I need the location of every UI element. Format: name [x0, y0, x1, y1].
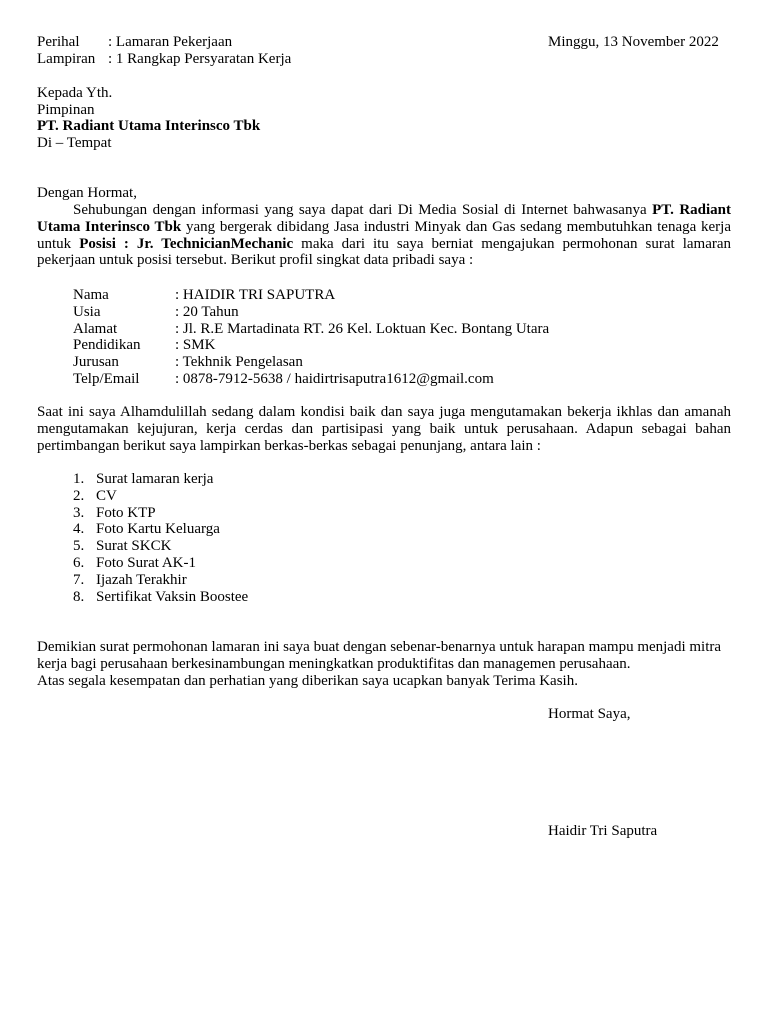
recipient-place: Di – Tempat: [37, 135, 112, 151]
list-item: [73, 589, 248, 606]
profile-key: Pendidikan: [73, 337, 141, 354]
list-number: 7.: [73, 571, 85, 588]
profile-value: : Jl. R.E Martadinata RT. 26 Kel. Loktuan Kec. Bontang Utara: [175, 320, 550, 337]
list-number: 2.: [73, 487, 85, 504]
list-number: 4.: [73, 521, 85, 538]
intro-company-start: PT. Radiant: [652, 202, 731, 218]
list-text: Surat lamaran kerja: [96, 471, 214, 487]
profile-row: [73, 287, 549, 304]
intro-company-end: Utama Interinsco Tbk: [37, 218, 182, 235]
profile-row: [73, 371, 549, 388]
profile-row: [73, 354, 549, 371]
profile-key: Alamat: [73, 320, 118, 337]
closing-line-3: Atas segala kesempatan dan perhatian yang diberikan saya ucapkan banyak Terima Kasih.: [37, 672, 578, 689]
profile-row: [73, 337, 549, 354]
recipient-company: PT. Radiant Utama Interinsco Tbk: [37, 118, 261, 134]
profile-key: Nama: [73, 287, 109, 303]
list-item: [73, 488, 248, 505]
profile-value: : 0878-7912-5638 / haidirtrisaputra1612@gmail.com: [175, 370, 494, 387]
list-number: 5.: [73, 538, 85, 555]
list-item: [73, 521, 248, 538]
list-number: 6.: [73, 554, 85, 571]
profile-value: : SMK: [175, 337, 216, 354]
intro-position: Posisi : Jr. TechnicianMechanic: [79, 235, 294, 252]
intro-text: maka dari itu saya berniat mengajukan permohonan surat lamaran: [293, 235, 732, 252]
perihal-label: Perihal: [37, 34, 80, 50]
intro-text: Sehubungan dengan informasi yang saya dapat dari Di Media Sosial di Internet bahwasanya: [73, 202, 653, 218]
list-item: [73, 572, 248, 589]
profile-key: Jurusan: [73, 354, 119, 371]
list-text: Foto Kartu Keluarga: [96, 521, 220, 538]
intro-text: untuk: [37, 235, 80, 252]
list-number: 1.: [73, 471, 85, 487]
profile-value: : 20 Tahun: [175, 303, 239, 320]
profile-value: : HAIDIR TRI SAPUTRA: [175, 287, 336, 303]
attachment-list: [73, 471, 248, 605]
recipient-title: Pimpinan: [37, 102, 95, 118]
condition-paragraph: [37, 404, 731, 454]
list-item: [73, 471, 248, 488]
list-text: Surat SKCK: [96, 538, 172, 555]
recipient-greeting: Kepada Yth.: [37, 85, 113, 101]
signature-name: Haidir Tri Saputra: [548, 823, 658, 839]
lampiran-row: [37, 51, 291, 68]
intro-line-4: pekerjaan untuk posisi tersebut. Berikut profil singkat data pribadi saya :: [37, 252, 474, 269]
profile-table: [73, 287, 549, 388]
intro-paragraph: [37, 202, 731, 269]
profile-key: Telp/Email: [73, 370, 140, 387]
profile-key: Usia: [73, 303, 101, 320]
letter-date: Minggu, 13 November 2022: [548, 34, 719, 50]
condition-line-3: pertimbangan berikut saya lampirkan berkas-berkas sebagai penunjang, antara lain :: [37, 437, 541, 454]
list-item: [73, 538, 248, 555]
closing-line-1: Demikian surat permohonan lamaran ini saya buat dengan sebenar-benarnya untuk harapan mampu menjadi mitra: [37, 639, 722, 655]
condition-line-2: mengutamakan kejujuran, kerja cerdas dan partisipasi yang baik untuk perusahaan. Adapun sebagai bahan: [37, 420, 731, 437]
list-text: Ijazah Terakhir: [96, 571, 187, 588]
salutation-greeting: Dengan Hormat,: [37, 185, 137, 201]
list-item: [73, 555, 248, 572]
list-text: Sertifikat Vaksin Boostee: [96, 588, 249, 605]
profile-row: [73, 304, 549, 321]
lampiran-label: Lampiran: [37, 51, 96, 67]
perihal-row: [37, 34, 232, 51]
intro-text: yang bergerak dibidang Jasa industri Minyak dan Gas sedang membutuhkan tenaga kerja: [181, 218, 731, 235]
list-number: 3.: [73, 504, 85, 521]
list-text: Foto Surat AK-1: [96, 554, 197, 571]
lampiran-value: : 1 Rangkap Persyaratan Kerja: [108, 51, 292, 67]
list-item: [73, 505, 248, 522]
list-text: CV: [96, 487, 117, 504]
closing-paragraph: [37, 639, 731, 689]
list-text: Foto KTP: [96, 504, 156, 521]
profile-value: : Tekhnik Pengelasan: [175, 354, 303, 371]
perihal-value: : Lamaran Pekerjaan: [108, 34, 233, 50]
signature-salutation: Hormat Saya,: [548, 706, 631, 722]
intro-line-1: [37, 202, 731, 219]
intro-line-3: [37, 236, 731, 253]
closing-line-2: kerja bagi perusahaan berkesinambungan meningkatkan produktifitas dan managemen perusahaan.: [37, 655, 631, 672]
profile-row: [73, 321, 549, 338]
intro-line-2: [37, 219, 731, 236]
condition-line-1: Saat ini saya Alhamdulillah sedang dalam kondisi baik dan saya juga mengutamakan bekerja ikhlas dan amanah: [37, 404, 731, 420]
list-number: 8.: [73, 588, 85, 605]
